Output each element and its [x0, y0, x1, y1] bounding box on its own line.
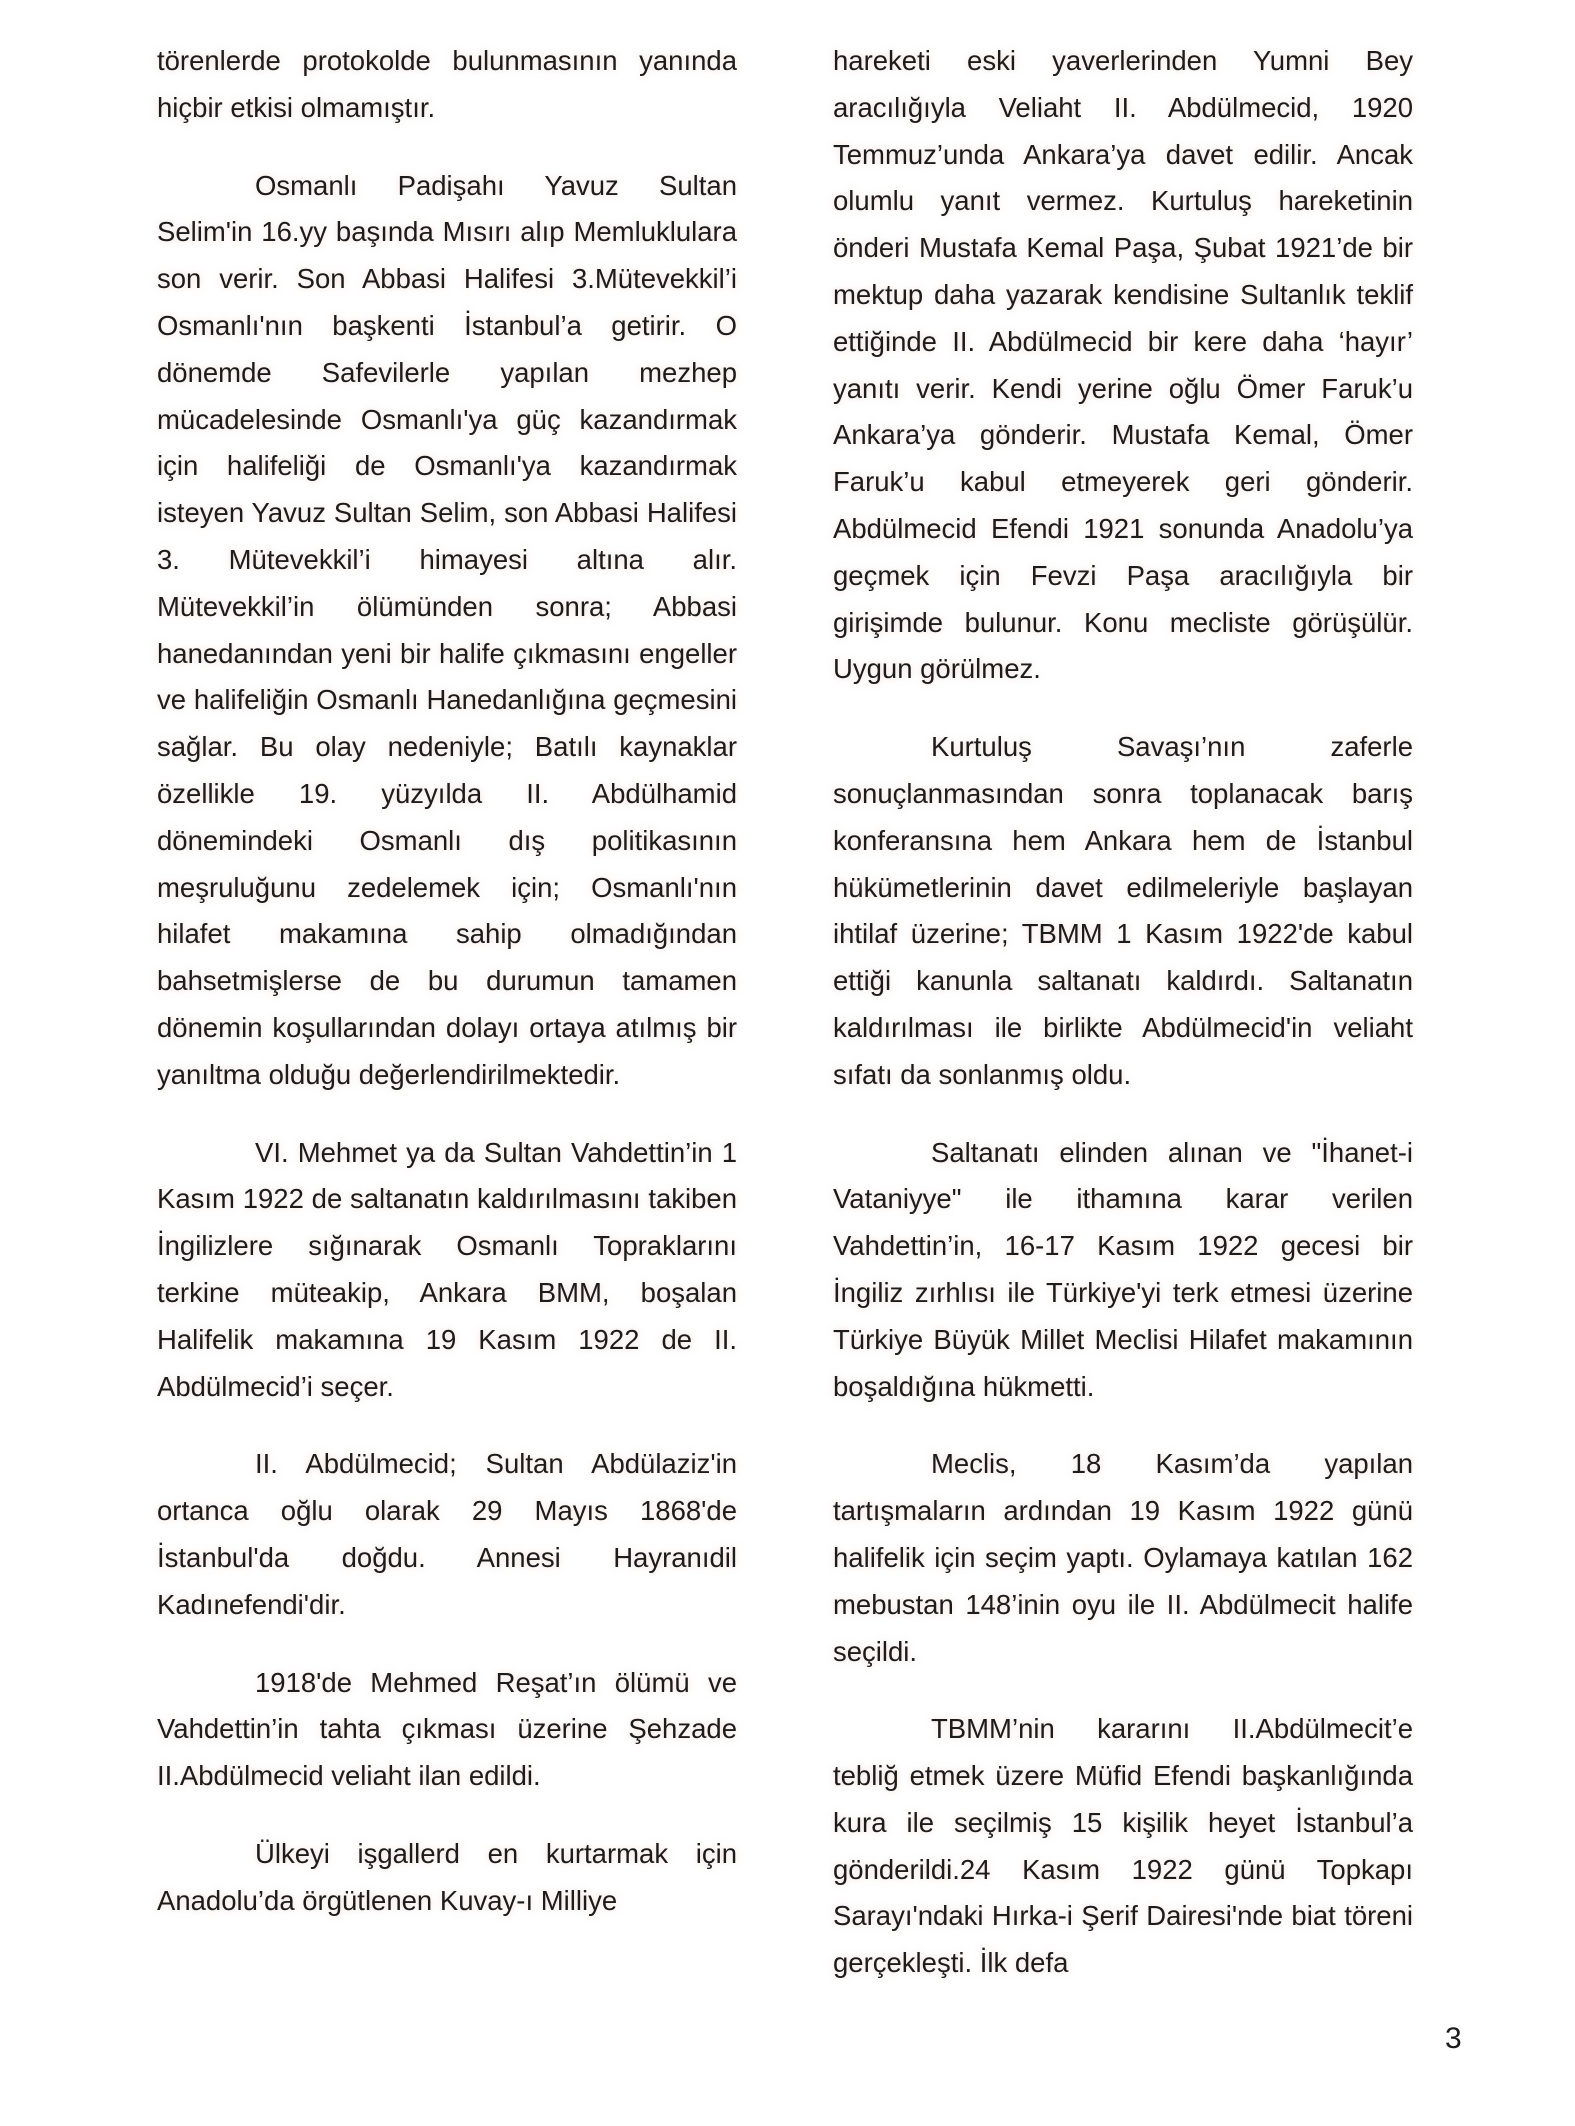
- paragraph: Meclis, 18 Kasım’da yapılan tartışmaların ardından 19 Kasım 1922 günü halifelik için seçim yaptı. Oylamaya katılan 162 mebustan 148’inin oyu ile II. Abdülmecit halife seçildi.: [833, 1448, 1413, 1667]
- paragraph: Kurtuluş Savaşı’nın zaferle sonuçlanmasından sonra toplanacak barış konferansına hem Ankara hem de İstanbul hükümetlerinin davet edilmeleriyle başlayan ihtilaf üzerine; TBMM 1 Kasım 1922'de kabul ettiği kanunla saltanatı kaldırdı. Saltanatın kaldırılması ile birlikte Abdülmecid'in veliaht sıfatı da sonlanmış oldu.: [833, 731, 1413, 1090]
- paragraph: TBMM’nin kararını II.Abdülmecit’e tebliğ etmek üzere Müfid Efendi başkanlığında kura ile seçilmiş 15 kişilik heyet İstanbul’a gönderildi.24 Kasım 1922 günü Topkapı Sarayı'ndaki Hırka-i Şerif Dairesi'nde biat töreni gerçekleşti. İlk defa: [833, 1713, 1413, 1979]
- paragraph: törenlerde protokolde bulunmasının yanında hiçbir etkisi olmamıştır.: [157, 45, 737, 123]
- right-column: [833, 38, 1413, 1987]
- paragraph: 1918'de Mehmed Reşat’ın ölümü ve Vahdettin’in tahta çıkması üzerine Şehzade II.Abdülmecid veliaht ilan edildi.: [157, 1666, 737, 1792]
- paragraph: Osmanlı Padişahı Yavuz Sultan Selim'in 16.yy başında Mısırı alıp Memluklulara son verir. Son Abbasi Halifesi 3.Mütevekkil’i Osmanlı'nın başkenti İstanbul’a getirir. O dönemde Safevilerle yapılan mezhep mücadelesinde Osmanlı'ya güç kazandırmak için halifeliği de Osmanlı'ya kazandırmak isteyen Yavuz Sultan Selim, son Abbasi Halifesi 3. Mütevekkil’i himayesi altına alır. Mütevekkil’in ölümünden sonra; Abbasi hanedanından yeni bir halife çıkmasını engeller ve halifeliğin Osmanlı Hanedanlığına geçmesini sağlar. Bu olay nedeniyle; Batılı kaynaklar özellikle 19. yüzyılda II. Abdülhamid dönemindeki Osmanlı dış politikasının meşruluğunu zedelemek için; Osmanlı'nın hilafet makamına sahip olmadığından bahsetmişlerse de bu durumun tamamen dönemin koşullarından dolayı ortaya atılmış bir yanıltma olduğu değerlendirilmektedir.: [157, 169, 737, 1090]
- paragraph: VI. Mehmet ya da Sultan Vahdettin’in 1 Kasım 1922 de saltanatın kaldırılmasını takiben İngilizlere sığınarak Osmanlı Topraklarını terkine müteakip, Ankara BMM, boşalan Halifelik makamına 19 Kasım 1922 de II. Abdülmecid’i seçer.: [157, 1136, 737, 1402]
- paragraph: Saltanatı elinden alınan ve "İhanet-i Vataniyye" ile ithamına karar verilen Vahdettin’in, 16-17 Kasım 1922 gecesi bir İngiliz zırhlısı ile Türkiye'yi terk etmesi üzerine Türkiye Büyük Millet Meclisi Hilafet makamının boşaldığına hükmetti.: [833, 1136, 1413, 1402]
- paragraph: hareketi eski yaverlerinden Yumni Bey aracılığıyla Veliaht II. Abdülmecid, 1920 Temmuz’unda Ankara’ya davet edilir. Ancak olumlu yanıt vermez. Kurtuluş hareketinin önderi Mustafa Kemal Paşa, Şubat 1921’de bir mektup daha yazarak kendisine Sultanlık teklif ettiğinde II. Abdülmecid bir kere daha ‘hayır’ yanıtı verir. Kendi yerine oğlu Ömer Faruk’u Ankara’ya gönderir. Mustafa Kemal, Ömer Faruk’u kabul etmeyerek geri gönderir. Abdülmecid Efendi 1921 sonunda Anadolu’ya geçmek için Fevzi Paşa aracılığıyla bir girişimde bulunur. Konu mecliste görüşülür. Uygun görülmez.: [833, 45, 1413, 685]
- paragraph: Ülkeyi işgallerd en kurtarmak için Anadolu’da örgütlenen Kuvay-ı Milliye: [157, 1837, 737, 1916]
- left-column: [157, 38, 737, 1924]
- page-number: 3: [1445, 2022, 1462, 2055]
- paragraph: II. Abdülmecid; Sultan Abdülaziz'in ortanca oğlu olarak 29 Mayıs 1868'de İstanbul'da doğdu. Annesi Hayranıdil Kadınefendi'dir.: [157, 1448, 737, 1620]
